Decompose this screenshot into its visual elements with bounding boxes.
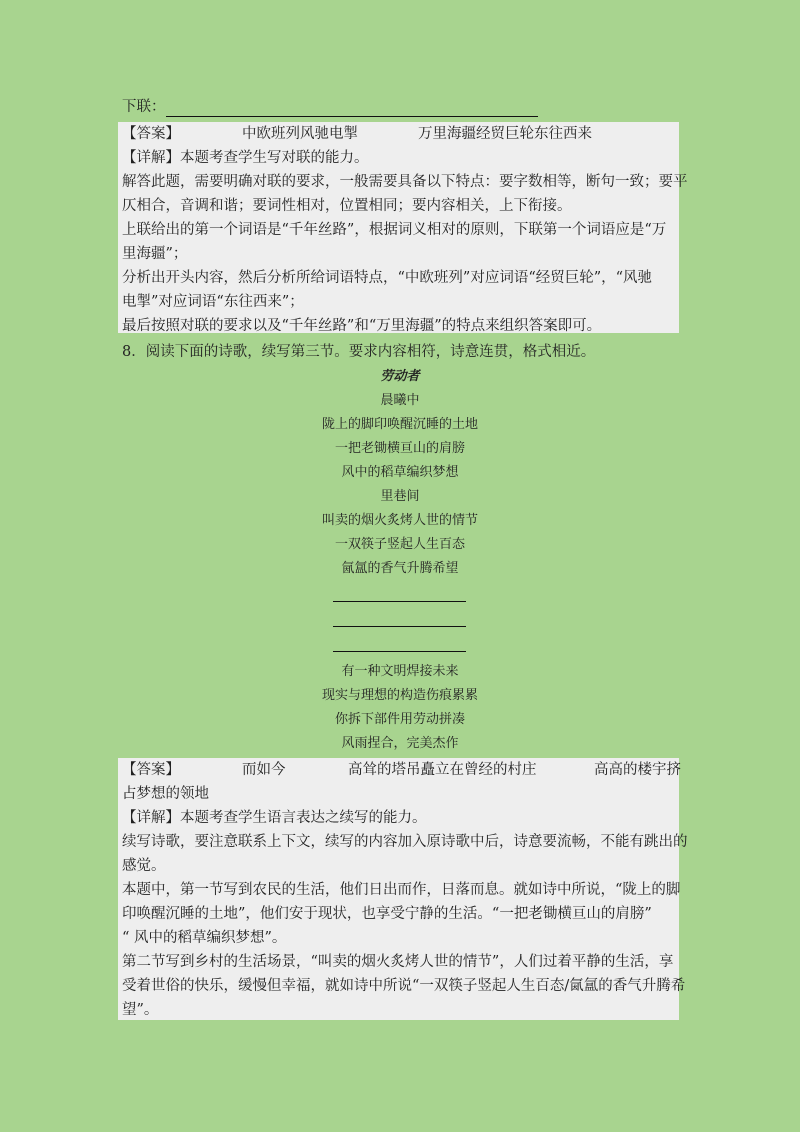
analysis-1-line: 最后按照对联的要求以及“千年丝路”和“万里海疆”的特点来组织答案即可。 [122,318,602,334]
poem-line: 晨曦中 [380,393,420,408]
answer-2-part-1: 而如今 [242,762,286,778]
question-8-prompt: 8．阅读下面的诗歌，续写第三节。要求内容相符，诗意连贯，格式相近。 [122,344,596,360]
answer-1-part-1: 中欧班列风驰电掣 [242,126,358,142]
analysis-1-line: 电掣”对应词语“东往西来”； [122,294,304,310]
answer-2-part-3-continued: 占梦想的领地 [122,786,209,802]
poem-line: 你拆下部件用劳动拼凑 [334,712,465,727]
analysis-1-line: 仄相合，音调和谐；要词性相对，位置相同；要内容相关，上下衔接。 [122,198,572,214]
analysis-2-line: 印唤醒沉睡的土地”，他们安于现状，也享受宁静的生活。“一把老锄横亘山的肩膀” [122,906,652,922]
poem-line: 有一种文明焊接未来 [341,664,459,679]
poem-line: 风雨捏合，完美杰作 [341,736,459,751]
poem-blank-line [333,626,466,627]
analysis-2-line: 受着世俗的快乐，缓慢但幸福，就如诗中所说“一双筷子竖起人生百态/氤氲的香气升腾希 [122,978,686,994]
answer-2-part-3: 高高的楼宇挤 [594,762,681,778]
answer-1-tag: 【答案】 [122,126,180,142]
poem-title: 劳动者 [380,369,420,384]
analysis-2-line: 第二节写到乡村的生活场景，“叫卖的烟火炙烤人世的情节”，人们过着平静的生活，享 [122,954,674,970]
answer-1-row [122,124,682,144]
answer-1-part-2: 万里海疆经贸巨轮东往西来 [418,126,592,142]
analysis-2-line: “ 风中的稻草编织梦想”。 [122,930,287,946]
analysis-1-line: 解答此题，需要明确对联的要求，一般需要具备以下特点：要字数相等，断句一致；要平 [122,174,688,190]
poem-blank-line [333,651,466,652]
analysis-1-line: 里海疆”； [122,246,188,262]
analysis-1-line: 【详解】本题考查学生写对联的能力。 [122,150,369,166]
poem-line: 风中的稻草编织梦想 [341,465,459,480]
poem-line: 一把老锄横亘山的肩膀 [334,441,465,456]
poem-line: 现实与理想的构造伤痕累累 [321,688,478,703]
couplet-answer-blank [166,100,538,117]
analysis-2-line: 【详解】本题考查学生语言表达之续写的能力。 [122,810,427,826]
couplet-second-line-prompt [122,97,538,117]
analysis-2-line: 续写诗歌，要注意联系上下文，续写的内容加入原诗歌中后，诗意要流畅，不能有跳出的 [122,834,688,850]
analysis-1-line: 分析出开头内容，然后分析所给词语特点，“中欧班列”对应词语“经贸巨轮”，“风驰 [122,270,653,286]
poem-blank-line [333,601,466,602]
answer-2-part-2: 高耸的塔吊矗立在曾经的村庄 [348,762,537,778]
poem-line: 一双筷子竖起人生百态 [334,537,465,552]
analysis-2-line: 本题中，第一节写到农民的生活，他们日出而作，日落而息。就如诗中所说，“陇上的脚 [122,882,681,898]
poem-line: 陇上的脚印唤醒沉睡的土地 [321,417,478,432]
analysis-1-line: 上联给出的第一个词语是“千年丝路”，根据词义相对的原则，下联第一个词语应是“万 [122,222,667,238]
poem-line: 叫卖的烟火炙烤人世的情节 [321,513,478,528]
analysis-2-line: 望”。 [122,1002,159,1018]
answer-2-tag: 【答案】 [122,762,180,778]
analysis-2-line: 感觉。 [122,858,166,874]
couplet-second-line-label: 下联： [122,99,166,115]
answer-2-row [122,760,682,780]
poem-line: 氤氲的香气升腾希望 [341,561,459,576]
poem-line: 里巷间 [380,489,420,504]
